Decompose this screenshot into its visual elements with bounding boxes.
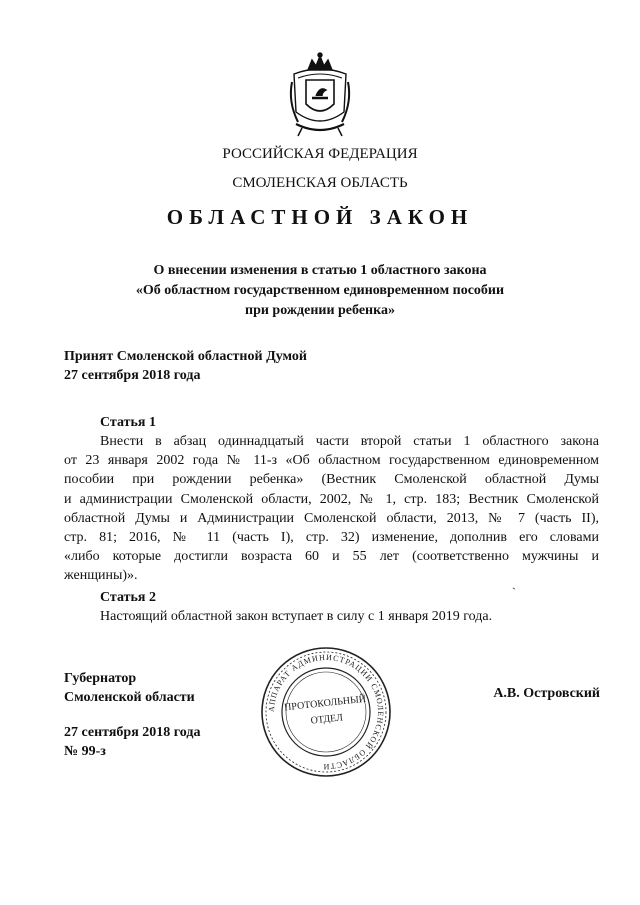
country-heading: РОССИЙСКАЯ ФЕДЕРАЦИЯ	[222, 146, 418, 162]
stamp-center-text-top: ПРОТОКОЛЬНЫЙ	[283, 693, 367, 714]
stamp-center-text-bottom: ОТДЕЛ	[310, 712, 344, 727]
article-line: от 23 января 2002 года № 11-з «Об областном государственном единовременном	[64, 453, 599, 469]
official-stamp-icon	[258, 644, 394, 780]
article-line: стр. 81; 2016, № 11 (часть I), стр. 32) изменение, дополнив его словами	[64, 530, 599, 546]
article-line: Внести в абзац одиннадцатый части второй статьи 1 областного закона	[100, 434, 599, 449]
document-title: ОБЛАСТНОЙ ЗАКОН	[166, 205, 474, 229]
stamp-ring-text: АППАРАТ АДМИНИСТРАЦИИ СМОЛЕНСКОЙ ОБЛАСТИ	[266, 652, 386, 772]
article-2-text	[64, 607, 599, 626]
signing-details	[64, 723, 200, 761]
article-2-heading: Статья 2	[100, 590, 156, 605]
article-line: женщины)».	[64, 568, 138, 584]
subject-line: «Об областном государственном единовременном пособии	[135, 283, 505, 298]
adoption-line: Принят Смоленской областной Думой	[64, 349, 307, 364]
article-line: Настоящий областной закон вступает в силу с 1 января 2019 года.	[100, 609, 493, 624]
signer-name: А.В. Островский	[493, 686, 600, 701]
coat-of-arms-icon	[286, 52, 354, 140]
subject-line: при рождении ребенка»	[245, 303, 395, 318]
stray-mark: ˎ	[512, 576, 516, 590]
article-1-text	[64, 432, 599, 586]
law-number: № 99-з	[64, 744, 106, 759]
governor-line: Губернатор	[64, 671, 137, 686]
adoption-note	[64, 347, 307, 385]
region-heading: СМОЛЕНСКАЯ ОБЛАСТЬ	[232, 175, 408, 191]
article-line: областной Думы и Администрации Смоленской области, 2013, № 7 (часть II),	[64, 510, 599, 526]
subject-line: О внесении изменения в статью 1 областного закона	[153, 263, 487, 278]
law-subject	[0, 261, 640, 321]
article-1-heading: Статья 1	[100, 415, 156, 430]
adoption-date: 27 сентября 2018 года	[64, 368, 201, 383]
governor-title	[64, 669, 195, 707]
article-line: «либо которые достигли возраста 60 и 55 лет (соответственно мужчины и	[64, 549, 599, 565]
article-line: пособии при рождении ребенка» (Вестник Смоленской областной Думы	[64, 472, 599, 488]
signing-date: 27 сентября 2018 года	[64, 725, 201, 740]
governor-line: Смоленской области	[64, 690, 195, 705]
article-line: и администрации Смоленской области, 2002, № 1, стр. 183; Вестник Смоленской	[64, 491, 599, 507]
